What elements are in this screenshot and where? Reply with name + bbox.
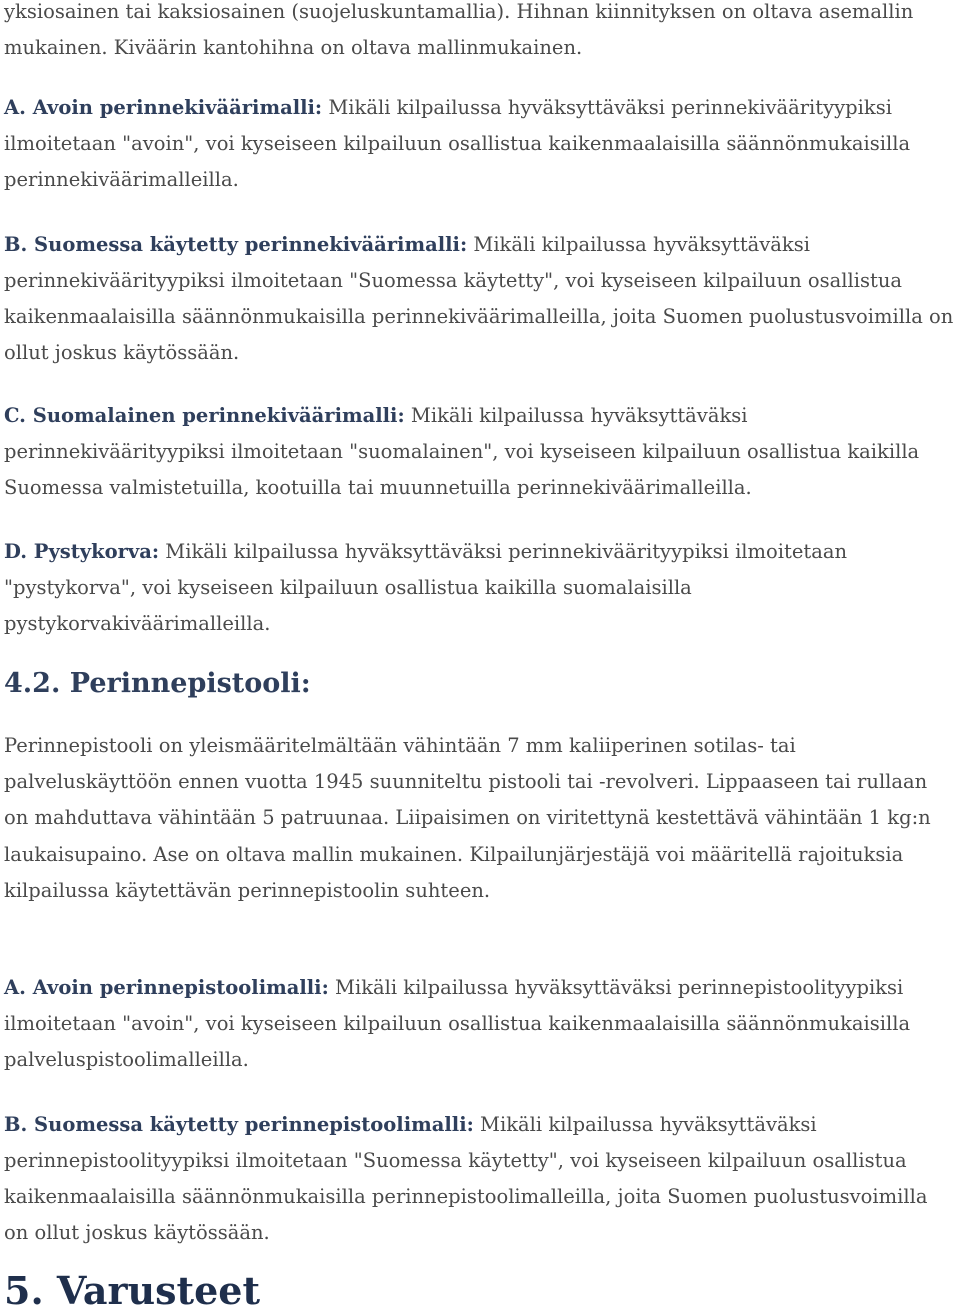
rifle-model-c-lead: C. Suomalainen perinnekiväärimalli: xyxy=(4,404,405,427)
pistol-model-b-lead: B. Suomessa käytetty perinnepistoolimalli: xyxy=(4,1113,474,1136)
pistol-model-a xyxy=(4,970,954,1078)
section-4-2-body: Perinnepistooli on yleismääritelmältään vähintään 7 mm kaliiperinen sotilas- tai palveluskäyttöön ennen vuotta 1945 suunniteltu pistooli tai -revolveri. Lippaaseen tai rullaan on mahduttava vähintään 5 patruunaa. Liipaisimen on viritettynä kestettävä vähintään 1 kg:n laukaisupaino. Ase on oltava mallin mukainen. Kilpailunjärjestäjä voi määritellä rajoituksia kilpailussa käytettävän perinnepistoolin suhteen. xyxy=(4,734,931,902)
pistol-model-b-text: Mikäli kilpailussa hyväksyttäväksi perinnepistoolityypiksi ilmoitetaan "Suomessa käytetty", voi kyseiseen kilpailuun osallistua kaikenmaalaisilla säännönmukaisilla perinnepistoolimalleilla, joita Suomen puolustusvoimilla on ollut joskus käytössään. xyxy=(4,1113,928,1244)
rifle-model-c-text: Mikäli kilpailussa hyväksyttäväksi perinnekiväärityypiksi ilmoitetaan "suomalainen", voi kyseiseen kilpailuun osallistua kaikilla Suomessa valmistetuilla, kootuilla tai muunnetuilla perinnekiväärimalleilla. xyxy=(4,404,920,499)
pistol-model-a-text: Mikäli kilpailussa hyväksyttäväksi perinnepistoolityypiksi ilmoitetaan "avoin", voi kyseiseen kilpailuun osallistua kaikenmaalaisilla säännönmukaisilla palveluspistoolimalleilla. xyxy=(4,976,911,1071)
rifle-model-a-text: Mikäli kilpailussa hyväksyttäväksi perinnekiväärityypiksi ilmoitetaan "avoin", voi kyseiseen kilpailuun osallistua kaikenmaalaisilla säännönmukaisilla perinnekiväärimalleilla. xyxy=(4,96,911,191)
pistol-model-b xyxy=(4,1107,954,1251)
rifle-model-b-text: Mikäli kilpailussa hyväksyttäväksi perinnekiväärityypiksi ilmoitetaan "Suomessa käytetty", voi kyseiseen kilpailuun osallistua kaikenmaalaisilla säännönmukaisilla perinnekiväärimalleilla, joita Suomen puolustusvoimilla on ollut joskus käytössään. xyxy=(4,233,954,364)
rifle-model-d-text: Mikäli kilpailussa hyväksyttäväksi perinnekiväärityypiksi ilmoitetaan "pystykorva", voi kyseiseen kilpailuun osallistua kaikilla suomalaisilla pystykorvakiväärimalleilla. xyxy=(4,540,848,635)
rifle-model-d xyxy=(4,534,954,642)
rifle-model-b-lead: B. Suomessa käytetty perinnekiväärimalli: xyxy=(4,233,468,256)
intro-paragraph: yksiosainen tai kaksiosainen (suojeluskuntamallia). Hihnan kiinnityksen on oltava asemallin mukainen. Kiväärin kantohihna on oltava mallinmukainen. xyxy=(4,0,914,59)
rifle-model-b xyxy=(4,227,954,371)
rifle-model-a xyxy=(4,90,954,198)
section-4-2-heading: 4.2. Perinnepistooli: xyxy=(4,668,311,699)
pistol-model-a-lead: A. Avoin perinnepistoolimalli: xyxy=(4,976,329,999)
rifle-model-c xyxy=(4,398,954,506)
rifle-model-a-lead: A. Avoin perinnekiväärimalli: xyxy=(4,96,323,119)
rifle-model-d-lead: D. Pystykorva: xyxy=(4,540,160,563)
section-5-heading: 5. Varusteet xyxy=(4,1268,261,1313)
